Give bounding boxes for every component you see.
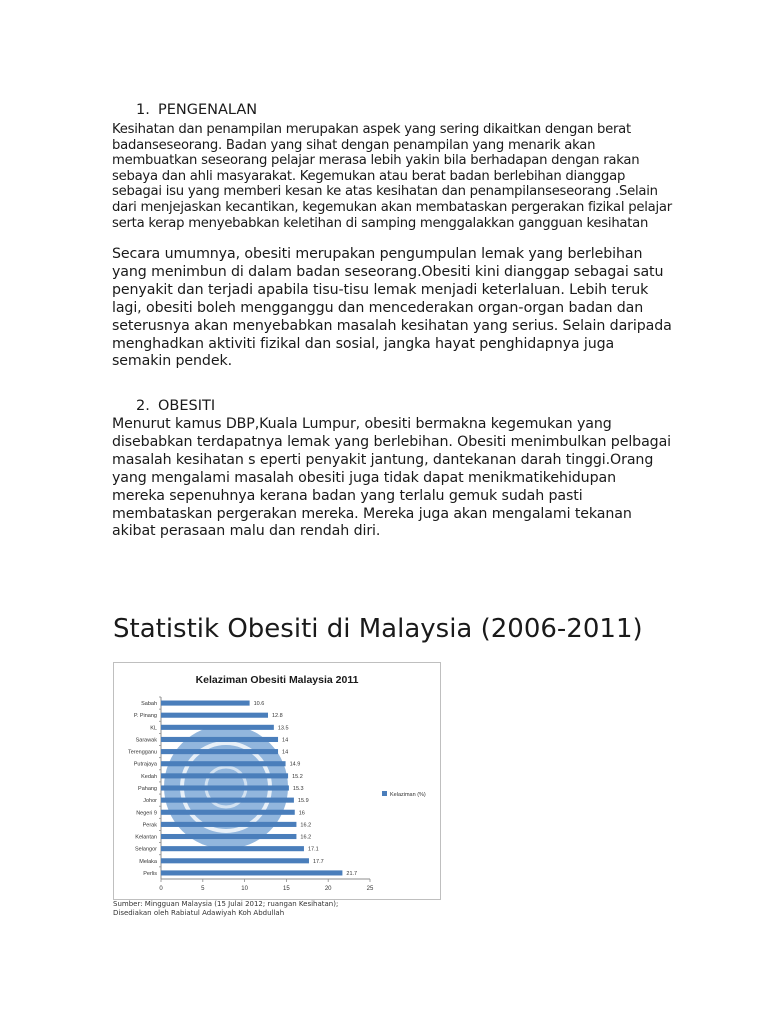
category-label: Selangor	[134, 846, 157, 853]
bar	[161, 858, 309, 863]
value-label: 21.7	[346, 870, 358, 877]
category-label: Melaka	[139, 858, 157, 865]
section-title: OBESITI	[158, 398, 216, 414]
bar	[161, 870, 342, 875]
value-label: 15.2	[292, 773, 303, 780]
value-label: 15.9	[297, 798, 309, 805]
author-line: Disediakan oleh Rabiatul Adawiyah Koh Abdullah	[113, 909, 285, 917]
value-label: 14	[282, 737, 289, 744]
value-label: 13.5	[277, 725, 289, 732]
section-number: 2.	[136, 398, 150, 414]
value-label: 16.2	[300, 834, 312, 841]
category-label: Johor	[143, 798, 157, 805]
bar	[161, 798, 294, 803]
bar	[161, 749, 278, 754]
category-label: Pahang	[138, 786, 157, 792]
category-label: Perlis	[143, 870, 157, 877]
statistics-title: Statistik Obesiti di Malaysia (2006-2011)	[113, 614, 643, 644]
legend-swatch	[382, 791, 387, 796]
bar	[161, 761, 286, 766]
bar	[161, 737, 278, 742]
value-label: 16.2	[300, 822, 312, 829]
value-label: 15.3	[292, 786, 304, 792]
category-label: Kelantan	[135, 834, 157, 841]
bar	[161, 773, 288, 778]
category-label: KL	[150, 725, 157, 732]
section-number: 1.	[136, 102, 150, 118]
category-label: Putrajaya	[133, 761, 157, 768]
value-label: 16	[298, 810, 305, 817]
x-tick-label: 15	[283, 886, 290, 892]
category-label: P. Pinang	[133, 713, 157, 720]
x-tick-label: 20	[324, 886, 332, 892]
category-label: Perak	[142, 822, 157, 829]
category-label: Kedah	[141, 773, 157, 780]
category-label: Negeri 9	[136, 810, 157, 817]
x-tick-label: 25	[366, 886, 374, 892]
bar	[161, 713, 268, 718]
value-label: 10.6	[253, 701, 265, 708]
chart-legend	[382, 791, 426, 798]
bar	[161, 834, 296, 839]
x-tick-label: 10	[241, 886, 248, 892]
legend-label: Kelaziman (%)	[390, 792, 426, 798]
chart-title: Kelaziman Obesiti Malaysia 2011	[195, 674, 359, 686]
bar	[161, 701, 250, 706]
bar	[161, 785, 289, 790]
x-tick-label: 0	[159, 886, 163, 892]
value-label: 14	[282, 749, 289, 756]
category-label: Terengganu	[127, 749, 157, 756]
section-title: PENGENALAN	[158, 102, 258, 118]
category-label: Sarawak	[135, 737, 157, 744]
section-heading-pengenalan	[136, 102, 257, 118]
intro-paragraph-1: Kesihatan dan penampilan merupakan aspek yang sering dikaitkan dengan berat badanseseorang. Badan yang sihat dengan penampilan yang menarik akan membuatkan seseorang pelajar merasa lebih yakin bila berhadapan dengan rakan sebaya dan ahli masyarakat. Kegemukan atau berat badan berlebihan dianggap sebagai isu yang memberi kesan ke atas kesihatan dan penampilanseseorang .Selain dari menjejaskan kecantikan, kegemukan akan membataskan pergerakan fizikal pelajar serta kerap menyebabkan keletihan di samping menggalakkan gangguan kesihatan	[112, 122, 672, 231]
x-tick-label: 5	[201, 886, 205, 892]
chart-svg	[114, 663, 440, 899]
value-label: 17.7	[312, 858, 324, 865]
category-label: Sabah	[141, 701, 157, 708]
obesity-chart	[113, 662, 441, 900]
bar	[161, 725, 274, 730]
bar	[161, 810, 295, 815]
obesiti-paragraph: Menurut kamus DBP,Kuala Lumpur, obesiti bermakna kegemukan yang disebabkan terdapatnya lemak yang berlebihan. Obesiti menimbulkan pelbagai masalah kesihatan s eperti penyakit jantung, dantekanan darah tinggi.Orang yang mengalami masalah obesiti juga tidak dapat menikmatikehidupan mereka sepenuhnya kerana badan yang terlalu gemuk sudah pasti membataskan pergerakan mereka. Mereka juga akan mengalami tekanan akibat perasaan malu dan rendah diri.	[112, 416, 672, 540]
source-line: Sumber: Mingguan Malaysia (15 Julai 2012; ruangan Kesihatan);	[113, 900, 339, 908]
value-label: 12.8	[272, 713, 283, 720]
bar	[161, 822, 296, 827]
section-heading-obesiti	[136, 398, 215, 414]
value-label: 17.1	[307, 846, 319, 853]
bar	[161, 846, 304, 851]
intro-paragraph-2: Secara umumnya, obesiti merupakan pengumpulan lemak yang berlebihan yang menimbun di dalam badan seseorang.Obesiti kini dianggap sebagai satu penyakit dan terjadi apabila tisu-tisu lemak menjadi keterlaluan. Lebih teruk lagi, obesiti boleh mengganggu dan mencederakan organ-organ badan dan seterusnya akan menyebabkan masalah kesihatan yang serius. Selain daripada menghadkan aktiviti fizikal dan sosial, jangka hayat penghidapnya juga semakin pendek.	[112, 246, 672, 370]
value-label: 14.9	[289, 761, 301, 768]
